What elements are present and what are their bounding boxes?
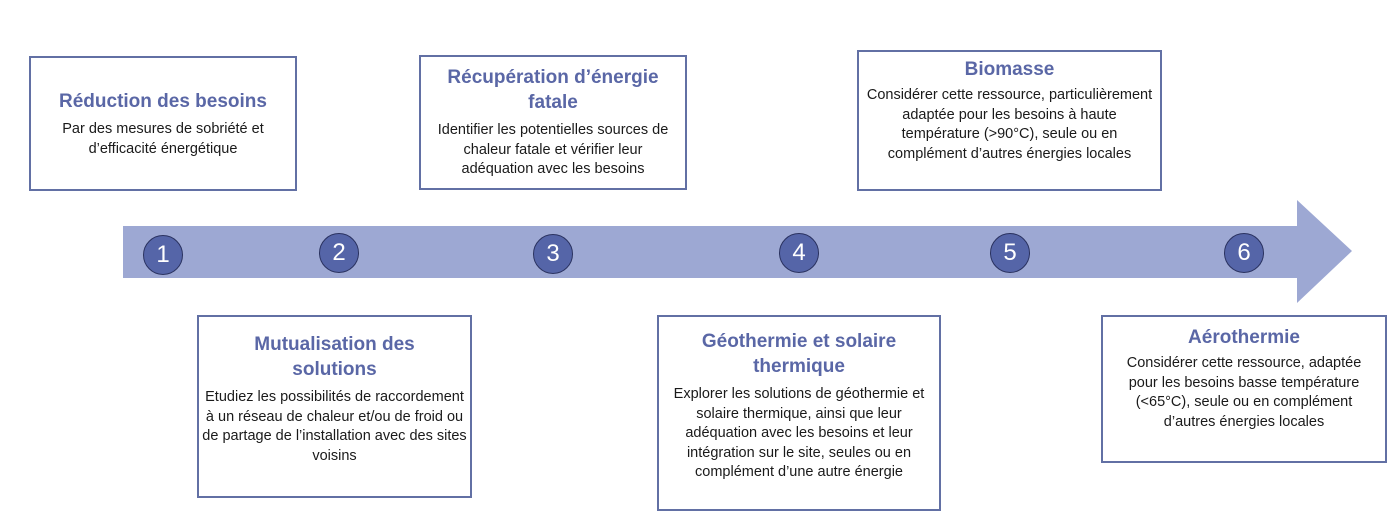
step-5-description: Considérer cette ressource, particulièrement adaptée pour les besoins à haute température (>90°C), seule ou en complément d’autres énergies locales [866,87,1153,162]
step-3-description: Identifier les potentielles sources de chaleur fatale et vérifier leur adéquation avec les besoins [437,122,669,177]
step-1-description: Par des mesures de sobriété et d’efficacité énergétique [62,121,264,157]
step-number: 1 [156,241,170,268]
step-5-title: Biomasse [964,59,1055,80]
step-5-box [857,50,1162,191]
step-6-description: Considérer cette ressource, adaptée pour les besoins basse température (<65°C), seule ou en complément d’autres énergies locales [1126,355,1362,430]
step-2-marker [319,233,359,273]
step-number: 4 [792,239,806,266]
step-number: 5 [1003,239,1017,266]
step-number: 3 [546,240,560,267]
step-3-title: Récupération d’énergie fatale [447,67,659,113]
step-2-description: Etudiez les possibilités de raccordement à un réseau de chaleur et/ou de froid ou de partage de l’installation avec des sites voisins [202,389,467,464]
step-3-marker [533,234,573,274]
step-3-box [419,55,687,190]
step-4-title: Géothermie et solaire thermique [701,331,897,377]
step-4-box [657,315,941,511]
step-4-marker [779,233,819,273]
step-number: 2 [332,239,346,266]
step-4-description: Explorer les solutions de géothermie et solaire thermique, ainsi que leur adéquation avec les besoins et leur intégration sur le site, seules ou en complément d’une autre énergie [673,386,925,480]
step-1-title: Réduction des besoins [59,91,267,112]
step-6-marker [1224,233,1264,273]
step-5-marker [990,233,1030,273]
step-2-title: Mutualisation des solutions [254,334,415,380]
step-6-title: Aérothermie [1188,327,1300,348]
step-number: 6 [1237,239,1251,266]
step-1-marker [143,235,183,275]
step-2-box [197,315,472,498]
step-1-box [29,56,297,191]
step-6-box [1101,315,1387,463]
